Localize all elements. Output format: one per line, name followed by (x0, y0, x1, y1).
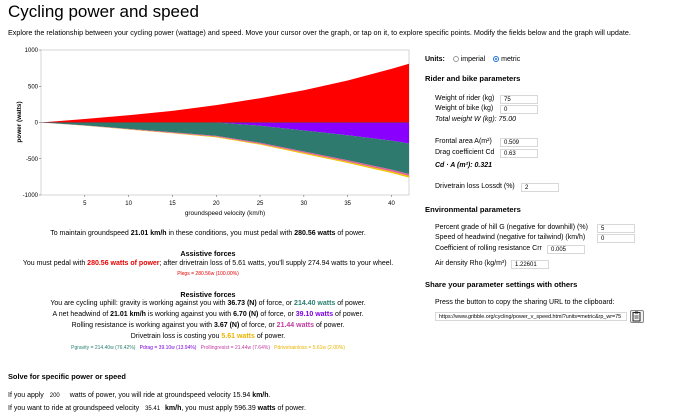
air-density-label: Air density Rho (kg/m³) (435, 260, 507, 267)
copy-url-button[interactable] (630, 310, 644, 323)
share-section-title: Share your parameter settings with others (425, 280, 578, 289)
units-row: Units: imperial metric (425, 56, 521, 63)
x-tick-label: 30 (300, 201, 308, 207)
metric-label[interactable]: metric (501, 56, 521, 63)
grade-input[interactable]: 5 (597, 224, 635, 233)
frontal-area-label: Frontal area A(m²) (435, 138, 492, 145)
headwind-label: Speed of headwind (negative for tailwind) (km/h) (435, 234, 586, 241)
rolling-text: Rolling resistance is working against you with 3.67 (N) of force, or 21.44 watts of power. (71, 322, 345, 329)
drivetrain-text: Drivetrain loss is costing you 5.61 watts of power. (130, 333, 286, 340)
drag-coefficient-label: Drag coefficient Cd (435, 149, 495, 156)
y-tick-label: 1000 (24, 48, 38, 54)
headwind-input[interactable]: 0 (597, 234, 635, 243)
y-axis-label: power (watts) (16, 101, 23, 143)
imperial-label[interactable]: imperial (460, 56, 486, 63)
solve-speed-row: If you want to ride at groundspeed velocity 35.41 km/h, you must apply 596.39 watts of power. (8, 405, 306, 412)
x-tick-label: 10 (125, 201, 132, 207)
power-speed-chart[interactable] (11, 45, 411, 220)
solve-title: Solve for specific power or speed (8, 372, 126, 381)
environment-section-title: Environmental parameters (425, 205, 521, 214)
cda-value: Cd · A (m²): 0.321 (435, 162, 493, 169)
solve-power-row: If you apply 200 watts of power, you will ride at groundspeed velocity 15.94 km/h. (8, 392, 271, 399)
grade-label: Percent grade of hill G (negative for downhill) (%) (435, 224, 588, 231)
intro-text: Explore the relationship between your cycling power (wattage) and speed. Move your cursor over the graph, or tap on it, to explore specific points. Modify the fields below and the graph will update. (8, 28, 631, 37)
chart-svg[interactable] (11, 45, 411, 220)
imperial-radio[interactable] (453, 56, 459, 62)
gravity-text: You are cycling uphill: gravity is working against you with 36.73 (N) of force, or 214.40 watts of power. (50, 300, 366, 307)
air-density-input[interactable]: 1.22601 (511, 260, 549, 269)
y-tick-label: 500 (27, 84, 38, 91)
y-tick-label: -1000 (22, 193, 38, 199)
drag-coefficient-input[interactable]: 0.63 (500, 149, 538, 158)
x-tick-label: 40 (388, 201, 395, 207)
headwind-text: A net headwind of 21.01 km/h is working against you with 6.70 (N) of force, or 39.10 watts of power. (52, 311, 364, 318)
drivetrain-loss-input[interactable]: 2 (521, 183, 559, 192)
share-instructions: Press the button to copy the sharing URL to the clipboard: (435, 299, 615, 306)
x-tick-label: 25 (256, 201, 264, 207)
rolling-resistance-input[interactable]: 0.005 (547, 245, 585, 254)
weight-rider-input[interactable]: 75 (500, 95, 538, 104)
frontal-area-input[interactable]: 0.509 (500, 138, 538, 147)
total-weight: Total weight W (kg): 75.00 (435, 116, 517, 123)
assistive-title: Assistive forces (180, 249, 236, 258)
y-tick-label: 0 (34, 120, 38, 127)
drivetrain-loss-label: Drivetrain loss Lossdt (%) (435, 183, 515, 190)
x-axis-label: groundspeed velocity (km/h) (184, 210, 266, 217)
x-tick-label: 20 (212, 201, 220, 207)
resistive-breakdown: Pgravity = 214.40w (76.42%) Pdrag = 39.10w (13.94%) Prollingresist = 21.44w (7.64%) Pdrivetrainloss = 5.61w (2.00%) (71, 345, 345, 351)
weight-bike-input[interactable]: 0 (500, 105, 538, 114)
x-tick-label: 5 (83, 201, 87, 207)
rolling-resistance-label: Coefficient of rolling resistance Crr (435, 245, 542, 252)
rider-section-title: Rider and bike parameters (425, 74, 521, 83)
clipboard-icon (631, 311, 643, 322)
result-summary: To maintain groundspeed 21.01 km/h in these conditions, you must pedal with 280.56 watts of power. (50, 230, 366, 237)
solve-power-input[interactable]: 200 (46, 391, 68, 400)
weight-rider-label: Weight of rider (kg) (435, 95, 495, 102)
solve-speed-input[interactable]: 35.41 (141, 404, 163, 413)
x-tick-label: 35 (344, 201, 352, 207)
weight-bike-label: Weight of bike (kg) (435, 105, 494, 112)
y-tick-label: -500 (25, 156, 38, 163)
page-title: Cycling power and speed (8, 2, 199, 21)
assistive-text: You must pedal with 280.56 watts of power; after drivetrain loss of 5.61 watts, you'll supply 274.94 watts to your wheel. (22, 260, 394, 267)
x-tick-label: 15 (169, 201, 176, 207)
metric-radio[interactable] (493, 56, 499, 62)
assistive-breakdown: Plegs = 280.56w (100.00%) (177, 271, 239, 277)
share-url-field[interactable]: https://www.gribble.org/cycling/power_v_speed.html?units=metric&rp_wr=75 (435, 312, 627, 321)
resistive-title: Resistive forces (180, 290, 236, 299)
